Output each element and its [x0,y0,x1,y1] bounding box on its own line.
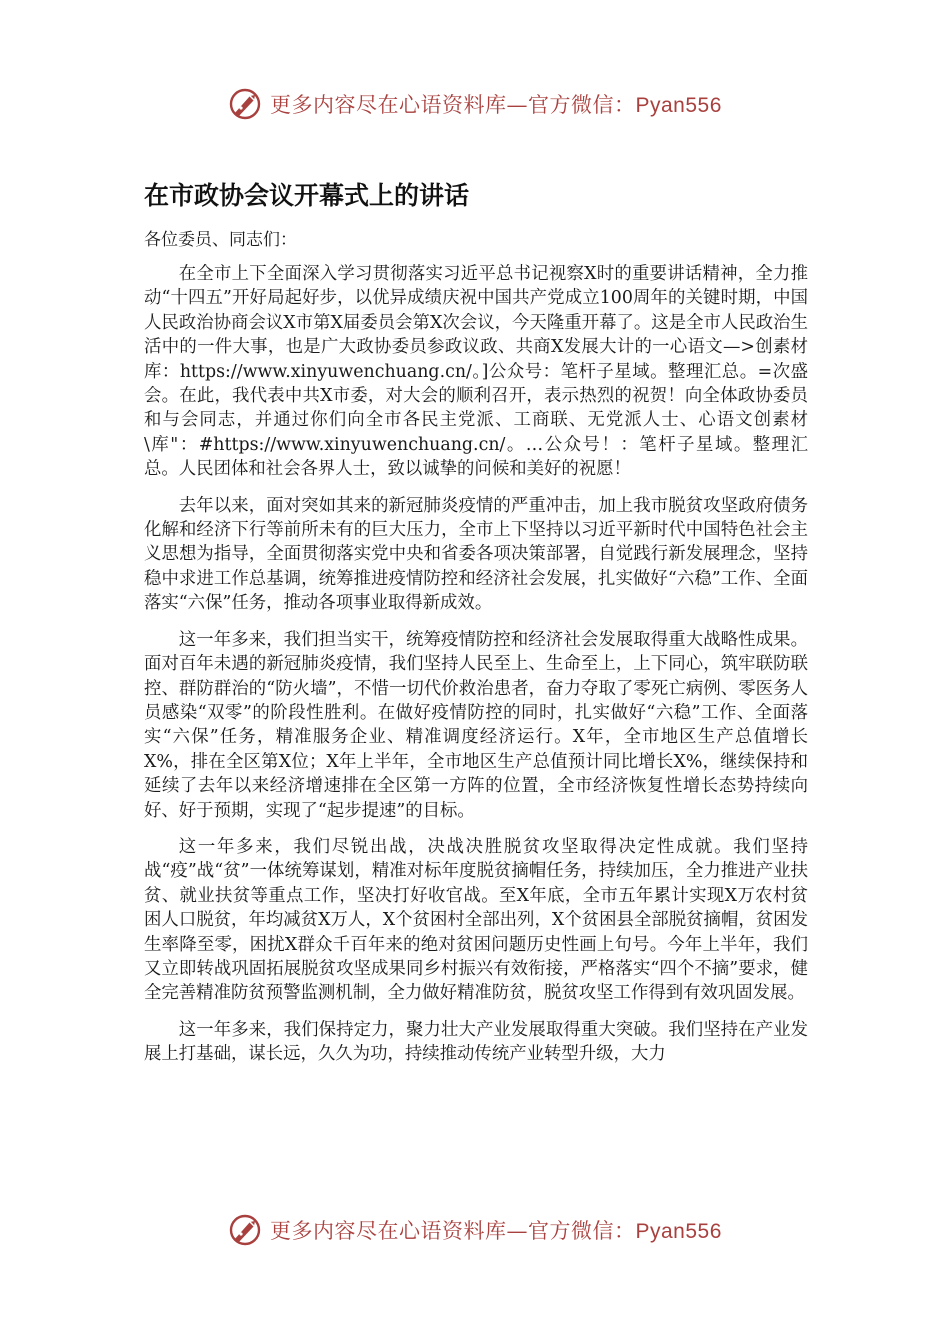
paragraph: 这一年多来，我们尽锐出战，决战决胜脱贫攻坚取得决定性成就。我们坚持战“疫”战“贫”一体统筹谋划，精准对标年度脱贫摘帽任务，持续加压，全力推进产业扶贫、就业扶贫等重点工作，坚决打好收官战。至X年底，全市五年累计实现X万农村贫困人口脱贫，年均减贫X万人，X个贫困村全部出列，X个贫困县全部脱贫摘帽，贫困发生率降至零，困扰X群众千百年来的绝对贫困问题历史性画上句号。今年上半年，我们又立即转战巩固拓展脱贫攻坚成果同乡村振兴有效衔接，严格落实“四个不摘”要求，健全完善精准防贫预警监测机制，全力做好精准防贫，脱贫攻坚工作得到有效巩固发展。 [144,836,808,1004]
paragraph: 这一年多来，我们保持定力，聚力壮大产业发展取得重大突破。我们坚持在产业发展上打基础，谋长远，久久为功，持续推动传统产业转型升级，大力 [144,1019,808,1065]
watermark-contact-prefix: 官方微信： [528,93,636,117]
paragraph: 去年以来，面对突如其来的新冠肺炎疫情的严重冲击，加上我市脱贫攻坚政府债务化解和经济下行等前所未有的巨大压力，全市上下坚持以习近平新时代中国特色社会主义思想为指导，全面贯彻落实党中央和省委各项决策部署，自觉践行新发展理念，坚持稳中求进工作总基调，统筹推进疫情防控和经济社会发展，扎实做好“六稳”工作、全面落实“六保”任务，推动各项事业取得新成效。 [144,495,808,614]
document-title: 在市政协会议开幕式上的讲话 [144,181,470,210]
watermark-brand: 更多内容尽在心语资料库 [270,93,507,117]
watermark-brand: 更多内容尽在心语资料库 [270,1219,507,1243]
salutation: 各位委员、同志们： [144,230,297,250]
watermark-contact-id: Pyan556 [635,94,722,117]
watermark-contact-prefix: 官方微信： [528,1219,636,1243]
watermark-contact-id: Pyan556 [635,1220,722,1243]
watermark-separator: — [506,93,528,117]
watermark-text [270,1215,722,1245]
header-watermark-banner [228,84,748,124]
document-body [144,172,808,1079]
paragraph: 这一年多来，我们担当实干，统筹疫情防控和经济社会发展取得重大战略性成果。面对百年未遇的新冠肺炎疫情，我们坚持人民至上、生命至上，上下同心，筑牢联防联控、群防群治的“防火墙”，不惜一切代价救治患者，奋力夺取了零死亡病例、零医务人员感染“双零”的阶段性胜利。在做好疫情防控的同时，扎实做好“六稳”工作、全面落实“六保”任务，精准服务企业、精准调度经济运行。X年，全市地区生产总值增长X%，排在全区第X位；X年上半年，全市地区生产总值预计同比增长X%，继续保持和延续了去年以来经济增速排在全区第一方阵的位置，全市经济恢复性增长态势持续向好、好于预期，实现了“起步提速”的目标。 [144,629,808,821]
watermark-text [270,89,722,119]
pen-nib-circle-icon [228,1212,264,1248]
pen-nib-circle-icon [228,86,264,122]
paragraph: 在全市上下全面深入学习贯彻落实习近平总书记视察X时的重要讲话精神，全力推动“十四五”开好局起好步，以优异成绩庆祝中国共产党成立100周年的关键时期，中国人民政治协商会议X市第X届委员会第X次会议，今天隆重开幕了。这是全市人民政治生活中的一件大事，也是广大政协委员参政议政、共商X发展大计的一心语文—>创素材库：https://www.xinyuwenchuang.cn/。]公众号：笔杆子星域。整理汇总。=次盛会。在此，我代表中共X市委，对大会的顺利召开，表示热烈的祝贺！向全体政协委员和与会同志，并通过你们向全市各民主党派、工商联、无党派人士、心语文创素材\库"：#https://www.xinyuwenchuang.cn/。…公众号！：笔杆子星域。整理汇总。人民团体和社会各界人士，致以诚挚的问候和美好的祝愿！ [144,264,808,480]
footer-watermark-banner [228,1210,748,1250]
watermark-separator: — [506,1219,528,1243]
